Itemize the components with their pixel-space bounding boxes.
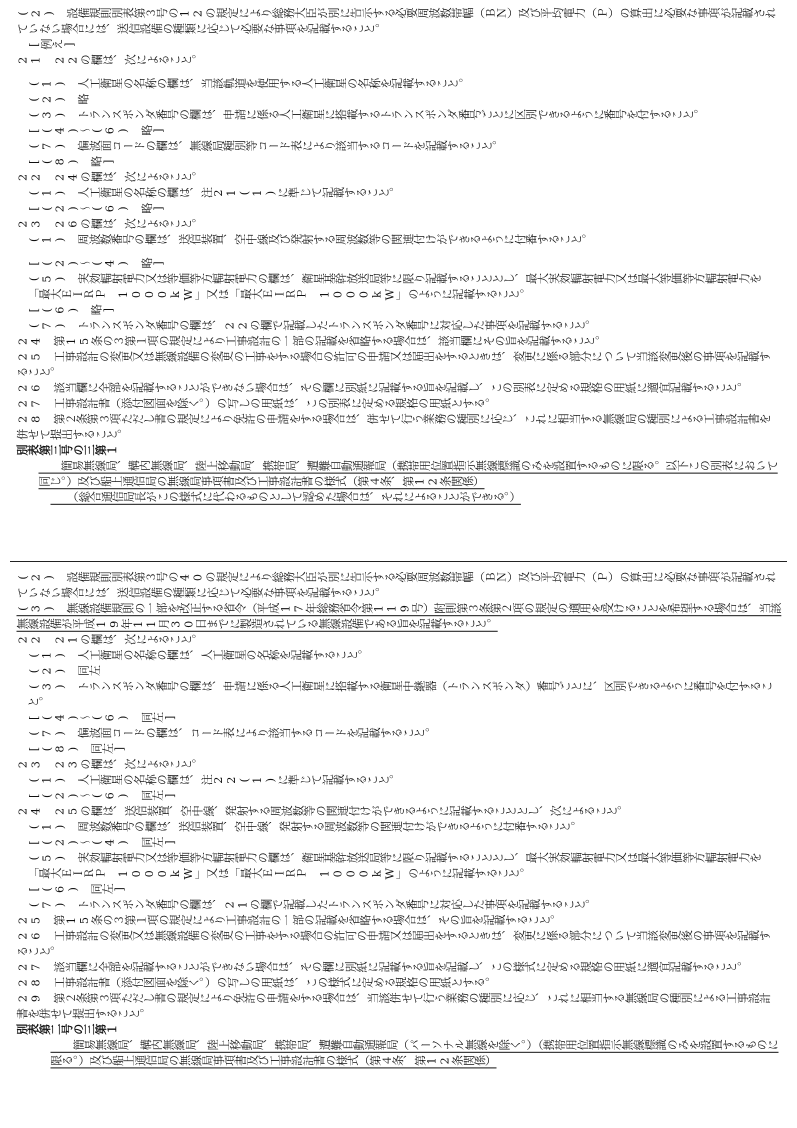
paragraph: (3) トランスポンダ番号の欄は、申請に係る人工衛星に搭載するトランスポンダ番号ごとに区別できるように番号を付すること。 xyxy=(27,108,705,122)
paragraph: [(6) 略] xyxy=(27,303,115,317)
paragraph: 簡易無線局、構内無線局、陸上移動局、携帯局、遭難自動通報局（携帯用位置指示無線標識のみを設置するものに限る。以下この別表において同じ。）及び船上通信局の無線局事項書及び工事設計書の様式（第４条、第12条関係） xyxy=(38,459,778,489)
paragraph: 簡易無線局、構内無線局、陸上移動局、携帯局、遭難自動通報局（パーソナル無線を除く。）（携帯用位置指示無線標識のみを設置するものに限る。）及び船上通信局の無線局事項書及び工事設計書の様式（第４条、第12条関係） xyxy=(49,1038,778,1068)
paragraph: 24 第15条の３第１項の規定により工事設計の一部の記載を省略する場合は、該当欄にその旨を記載すること。 xyxy=(16,334,606,348)
paragraph: (5) 実効輻射電力又は等価等方輻射電力の欄は、衛星基幹放送局等に限り記載することとし、最大実効輻射電力又は最大等価等方輻射電力を「最大ＥＩＲＰ 1000kW」又は「最大ＥＩＲＰ 1000kW」のように記載すること。 xyxy=(27,272,761,302)
paragraph: (2) 設備規則別表第３号の12の規定により総務大臣が別に告示する必要周波数帯幅（ＢＮ）及び平均電力（Ｐ）の算出に必要な事項が記載されていない場合には、送信設備の種類に応じて必要な事項を記載すること。 xyxy=(16,7,776,36)
paragraph: (2) 同左 xyxy=(27,664,100,678)
paragraph: (2) 略 xyxy=(27,92,89,106)
paragraph: [(4)～(6) 略] xyxy=(27,124,165,138)
paragraph: (3) トランスポンダ番号の欄は、申請に係る人工衛星に搭載する衛星中継器（トランスポンダ）番号ごとに、区別できるように番号を付すること。 xyxy=(27,680,772,709)
paragraph: [(8) 同左] xyxy=(27,742,126,756)
paragraph: (7) トランスポンダ番号の欄は、21の欄で記載したトランスポンダ番号に対応した事項を記載すること。 xyxy=(27,898,597,912)
paragraph: (3) 無線設備規則の一部を改正する省令（平成17年総務省令第119号）附則第３条第２項の規定の適用を受けることを希望する場合は、当該無線設備が平成19年11月30日までに製造されている無線設備である旨を記載すること。 xyxy=(16,602,781,631)
paragraph: (1) 周波数番号の欄は、送信装置、空中線及び発射する周波数等の関連付けができるように付番すること。 xyxy=(27,233,593,247)
paragraph: [(6) 同左] xyxy=(27,882,126,896)
paragraph: (7) 偏波面コードの欄は、無線局種別等コード表により該当するコードを記載すること。 xyxy=(27,139,503,153)
paragraph: 21 22の欄は、次によること。 xyxy=(16,53,203,67)
paragraph: 23 23の欄は、次によること。 xyxy=(16,758,203,772)
paragraph: [(2)～(4) 同左] xyxy=(27,836,176,850)
paragraph: 22 21の欄は、次によること。 xyxy=(16,633,203,647)
paragraph: (7) 偏波面コードの欄は、コード表により該当するコードを記載すること。 xyxy=(27,726,436,740)
paragraph: (7) トランスポンダ番号の欄は、22の欄で記載したトランスポンダ番号に対応した事項を記載すること。 xyxy=(27,319,597,333)
paragraph: [(8) 略] xyxy=(27,155,115,169)
form-title: 別表第二号の三第１ xyxy=(16,1023,117,1037)
paragraph: 25 第15条の３第１項の規定により工事設計の一部の記載を省略する場合は、その旨を記載すること。 xyxy=(16,914,561,928)
paragraph: (1) 人工衛星の名称の欄は、人工衛星の名称を記載すること。 xyxy=(27,648,369,662)
paragraph: (2) 設備規則別表第３号の40の規定により総務大臣が別に告示する必要周波数帯幅（ＢＮ）及び平均電力（Ｐ）の算出に必要な事項が記載されていない場合には、送信設備の種類に応じて必要な事項を記載すること。 xyxy=(16,571,776,600)
paragraph: [(2)～(4) 略] xyxy=(27,256,165,270)
paragraph: (1) 人工衛星の名称の欄は、当該軌道を使用する人工衛星の名称を記載すること。 xyxy=(27,77,470,91)
paragraph: 29 第２条第３項ただし書の規定により免許の申請をする場合は、当該併せて行う業務の種別に応じ、これに相当する無線局の種別による工事設計書を併せて提出すること。 xyxy=(16,992,770,1021)
paragraph: 25 工事設計の変更又は無線設備の変更の工事をする場合の許可の申請又は届出をするときは、変更に係る部分について当該変更後の事項を記載すること。 xyxy=(16,350,770,380)
panel-divider xyxy=(10,561,787,562)
upper-text-block xyxy=(16,6,781,554)
paragraph: 23 26の欄は、次によること。 xyxy=(16,217,203,231)
paragraph: 27 該当欄に全部を記載することができない場合は、その欄に別紙に記載する旨を記載し、この様式に定める規格の用紙に適宜記載すること。 xyxy=(16,960,748,974)
paragraph: (1) 人工衛星の名称の欄は、注22(1)に準じて記載すること。 xyxy=(27,773,400,787)
lower-panel xyxy=(0,564,797,1124)
paragraph: (1) 人工衛星の名称の欄は、注21(1)に準じて記載すること。 xyxy=(27,186,400,200)
paragraph: 28 工事設計書（添付図面を除く。）の写しの用紙は、この様式に定める規格の用紙とする。 xyxy=(16,976,496,990)
form-title: 別表第三号の三第１ xyxy=(16,444,117,458)
paragraph: (5) 実効輻射電力又は等価等方輻射電力の欄は、衛星基幹放送局等に限り記載することとし、最大実効輻射電力又は最大等価等方輻射電力を「最大ＥＩＲＰ 1000kW」又は「最大ＥＩＲＰ 1000kW」のように記載すること。 xyxy=(27,851,761,881)
paragraph: [例え] xyxy=(27,38,76,52)
paragraph: (1) 周波数番号の欄は、送信装置、空中線、発射する周波数等の関連付けができるように付番すること。 xyxy=(27,820,582,834)
upper-panel xyxy=(0,0,797,560)
paragraph: （総合通信局長がこの様式に代わるものとして認めた場合は、それによることができる。） xyxy=(49,490,520,504)
paragraph: [(2)～(6) 略] xyxy=(27,202,165,216)
lower-text-block xyxy=(16,570,781,1118)
paragraph: 22 24の欄は、次によること。 xyxy=(16,170,203,184)
paragraph: 28 第２条第３項ただし書の規定により免許の申請をする場合は、併せて行う業務の種別に応じ、これに相当する無線局の種別による工事設計書を併せて提出すること。 xyxy=(16,412,770,442)
paragraph: 26 工事設計の変更又は無線設備の変更の工事をする場合の許可の申請又は届出をするときは、変更に係る部分について当該変更後の事項を記載すること。 xyxy=(16,929,770,959)
paragraph: 24 25の欄は、送信装置、空中線、発射する周波数等の関連付けができるように記載することとし、次によること。 xyxy=(16,804,628,818)
paragraph: 26 該当欄に全部を記載することができない場合は、その欄に別紙に記載する旨を記載し、この別表に定める規格の用紙に適宜記載すること。 xyxy=(16,381,748,395)
paragraph: [(2)～(6) 同左] xyxy=(27,789,176,803)
paragraph: [(4)～(6) 同左] xyxy=(27,711,176,725)
paragraph: 27 工事設計書（添付図面を除く。）の写しの用紙は、この別表に定める規格の用紙とする。 xyxy=(16,397,496,411)
